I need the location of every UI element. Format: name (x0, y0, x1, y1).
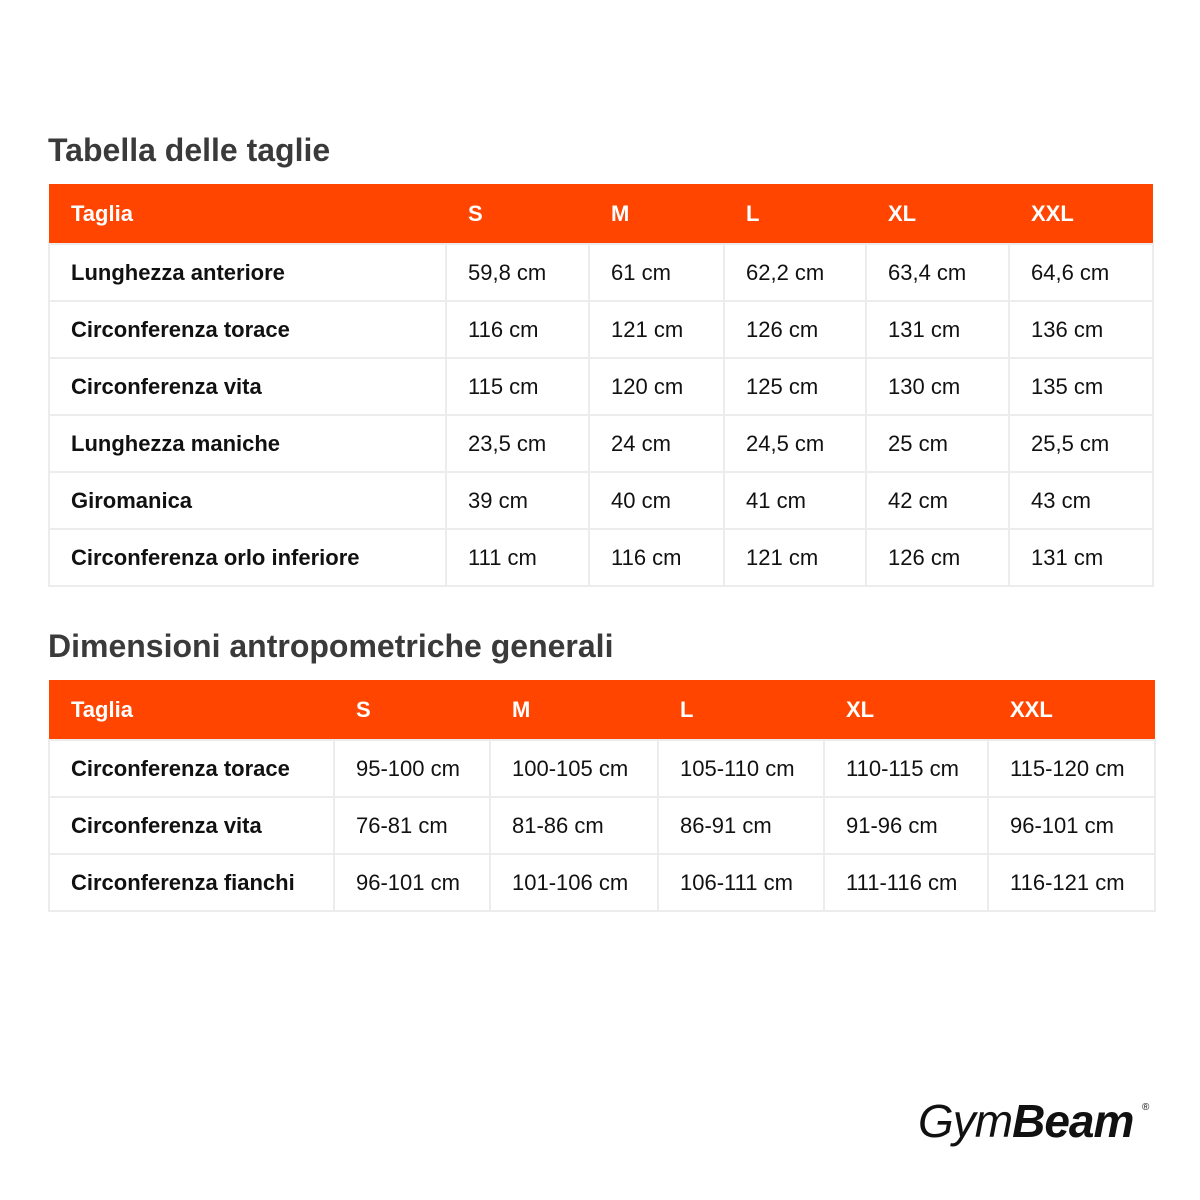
table-row (49, 854, 1155, 911)
row-label: Circonferenza orlo inferiore (49, 529, 446, 586)
table-cell: 116 cm (589, 529, 724, 586)
anthropometric-table-header-row (49, 680, 1155, 740)
table-cell: 106-111 cm (658, 854, 824, 911)
table-row (49, 415, 1153, 472)
table-cell: 126 cm (724, 301, 866, 358)
row-label: Circonferenza vita (49, 358, 446, 415)
row-label: Lunghezza maniche (49, 415, 446, 472)
header-size-label: Taglia (49, 184, 446, 244)
table-cell: 100-105 cm (490, 740, 658, 797)
table-cell: 24 cm (589, 415, 724, 472)
header-size-s: S (446, 184, 589, 244)
row-label: Circonferenza torace (49, 740, 334, 797)
row-label: Circonferenza vita (49, 797, 334, 854)
table-cell: 105-110 cm (658, 740, 824, 797)
header-size-xxl: XXL (988, 680, 1155, 740)
table-cell: 59,8 cm (446, 244, 589, 301)
table-cell: 115-120 cm (988, 740, 1155, 797)
header-size-m: M (589, 184, 724, 244)
table-cell: 25,5 cm (1009, 415, 1153, 472)
table-cell: 62,2 cm (724, 244, 866, 301)
table-cell: 42 cm (866, 472, 1009, 529)
row-label: Circonferenza torace (49, 301, 446, 358)
table-cell: 23,5 cm (446, 415, 589, 472)
header-size-xl: XL (866, 184, 1009, 244)
table-cell: 41 cm (724, 472, 866, 529)
table-cell: 95-100 cm (334, 740, 490, 797)
table-cell: 63,4 cm (866, 244, 1009, 301)
header-size-xxl: XXL (1009, 184, 1153, 244)
row-label: Lunghezza anteriore (49, 244, 446, 301)
table-cell: 131 cm (1009, 529, 1153, 586)
table-cell: 131 cm (866, 301, 1009, 358)
table-row (49, 472, 1153, 529)
table-row (49, 244, 1153, 301)
size-table-header-row (49, 184, 1153, 244)
size-table (48, 184, 1154, 587)
gymbeam-logo (918, 1095, 1158, 1158)
table-cell: 96-101 cm (334, 854, 490, 911)
table-cell: 115 cm (446, 358, 589, 415)
header-size-l: L (724, 184, 866, 244)
table-row (49, 797, 1155, 854)
table-cell: 126 cm (866, 529, 1009, 586)
table-row (49, 529, 1153, 586)
table-cell: 130 cm (866, 358, 1009, 415)
table-cell: 116 cm (446, 301, 589, 358)
header-size-l: L (658, 680, 824, 740)
table-cell: 64,6 cm (1009, 244, 1153, 301)
anthropometric-table (48, 680, 1156, 912)
logo-text-beam: Beam (1012, 1095, 1134, 1147)
table-row (49, 740, 1155, 797)
table-row (49, 301, 1153, 358)
table-cell: 25 cm (866, 415, 1009, 472)
table-row (49, 358, 1153, 415)
table-cell: 116-121 cm (988, 854, 1155, 911)
table-cell: 61 cm (589, 244, 724, 301)
table-cell: 136 cm (1009, 301, 1153, 358)
table-cell: 125 cm (724, 358, 866, 415)
table-cell: 86-91 cm (658, 797, 824, 854)
header-size-xl: XL (824, 680, 988, 740)
header-size-m: M (490, 680, 658, 740)
table-cell: 111-116 cm (824, 854, 988, 911)
table-cell: 111 cm (446, 529, 589, 586)
table-cell: 24,5 cm (724, 415, 866, 472)
row-label: Circonferenza fianchi (49, 854, 334, 911)
table-cell: 96-101 cm (988, 797, 1155, 854)
table-cell: 101-106 cm (490, 854, 658, 911)
header-size-label: Taglia (49, 680, 334, 740)
table-cell: 121 cm (589, 301, 724, 358)
header-size-s: S (334, 680, 490, 740)
registered-mark: ® (1142, 1102, 1150, 1113)
table-cell: 81-86 cm (490, 797, 658, 854)
table-cell: 121 cm (724, 529, 866, 586)
table-cell: 91-96 cm (824, 797, 988, 854)
table-cell: 43 cm (1009, 472, 1153, 529)
table-cell: 40 cm (589, 472, 724, 529)
table-cell: 76-81 cm (334, 797, 490, 854)
table-cell: 135 cm (1009, 358, 1153, 415)
row-label: Giromanica (49, 472, 446, 529)
anthropometric-table-title: Dimensioni antropometriche generali (48, 628, 614, 664)
table-cell: 39 cm (446, 472, 589, 529)
size-table-title: Tabella delle taglie (48, 132, 331, 168)
table-cell: 110-115 cm (824, 740, 988, 797)
table-cell: 120 cm (589, 358, 724, 415)
logo-text-gym: Gym (918, 1095, 1013, 1147)
